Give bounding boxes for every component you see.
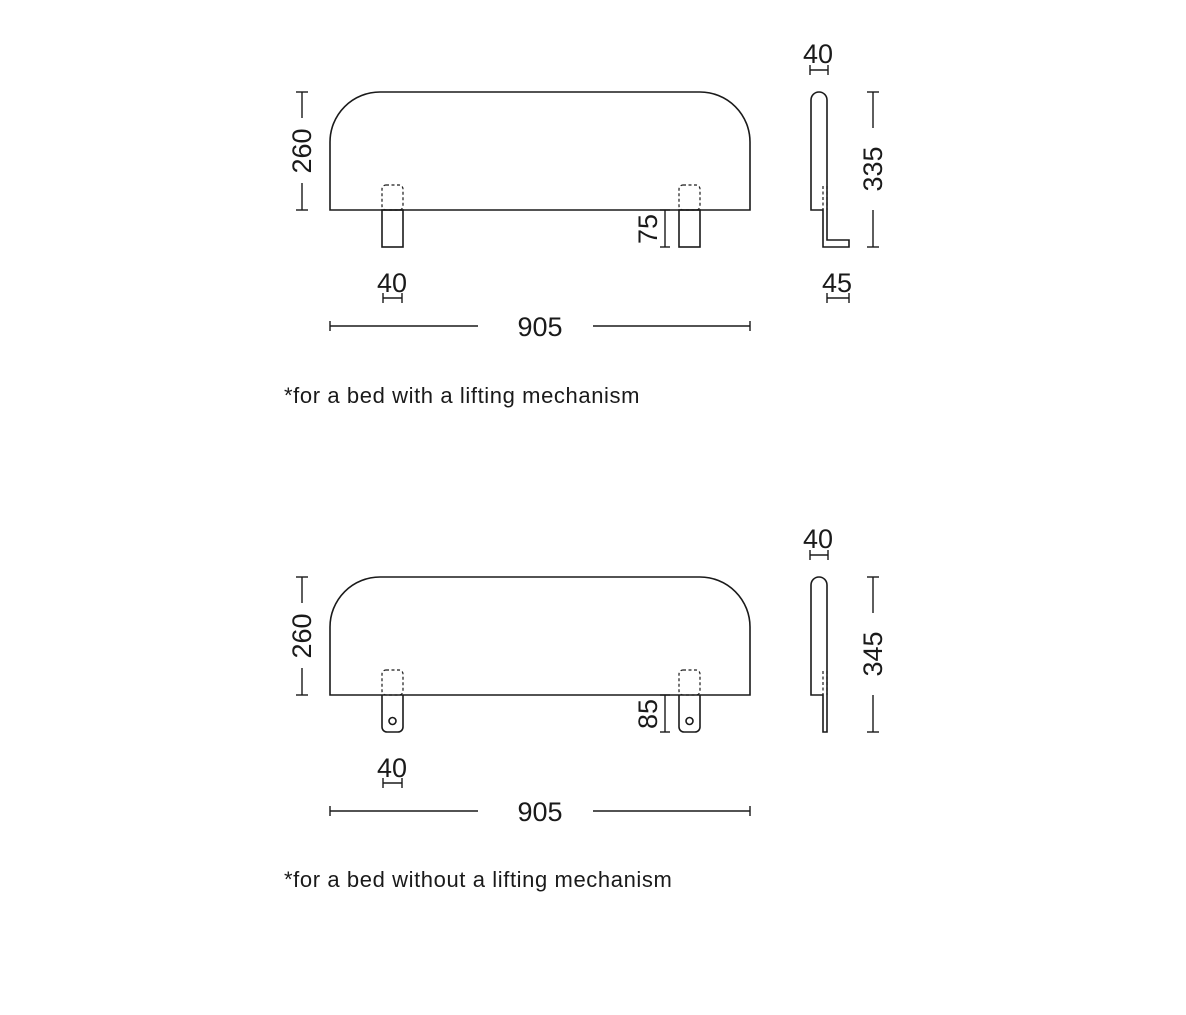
dim-label-40-side: 40 — [802, 524, 834, 554]
bracket-right — [679, 185, 700, 247]
dim-side-thickness — [803, 524, 833, 560]
note-without-lift: *for a bed without a lifting mechanism — [284, 867, 673, 892]
dim-panel-width — [330, 797, 750, 827]
dim-side-height — [858, 92, 888, 247]
dim-label-40-side: 40 — [802, 39, 834, 69]
dim-label-260: 260 — [287, 613, 317, 659]
bracket-left — [382, 185, 403, 247]
note-with-lift: *for a bed with a lifting mechanism — [284, 383, 641, 408]
dim-label-85: 85 — [633, 698, 663, 730]
dim-bracket-width — [377, 268, 407, 303]
bolt-hole-icon — [686, 718, 693, 725]
dim-side-thickness — [803, 39, 833, 75]
dim-label-45: 45 — [821, 268, 853, 298]
bracket-right — [679, 670, 700, 732]
bolt-hole-icon — [389, 718, 396, 725]
dim-label-75: 75 — [633, 213, 663, 245]
dim-panel-height — [287, 577, 317, 695]
dim-bracket-width — [377, 753, 407, 788]
dim-label-40-bracket: 40 — [376, 753, 408, 783]
dim-label-905: 905 — [517, 797, 563, 827]
drawing-with-lift — [284, 39, 888, 408]
dim-label-40-bracket: 40 — [376, 268, 408, 298]
dim-label-335: 335 — [858, 146, 888, 192]
dim-side-height — [858, 577, 888, 732]
side-view — [811, 577, 827, 732]
bracket-left — [382, 670, 403, 732]
drawing-without-lift — [284, 524, 888, 892]
dim-bracket-height — [633, 210, 670, 247]
dim-panel-height — [287, 92, 317, 210]
dim-label-345: 345 — [858, 631, 888, 677]
headboard-panel-front — [330, 577, 750, 695]
dim-bracket-height — [633, 695, 670, 732]
dim-foot-length — [822, 268, 852, 303]
dim-label-260: 260 — [287, 128, 317, 174]
dim-panel-width — [330, 312, 750, 342]
side-view — [811, 92, 849, 247]
headboard-panel-front — [330, 92, 750, 210]
dim-label-905: 905 — [517, 312, 563, 342]
